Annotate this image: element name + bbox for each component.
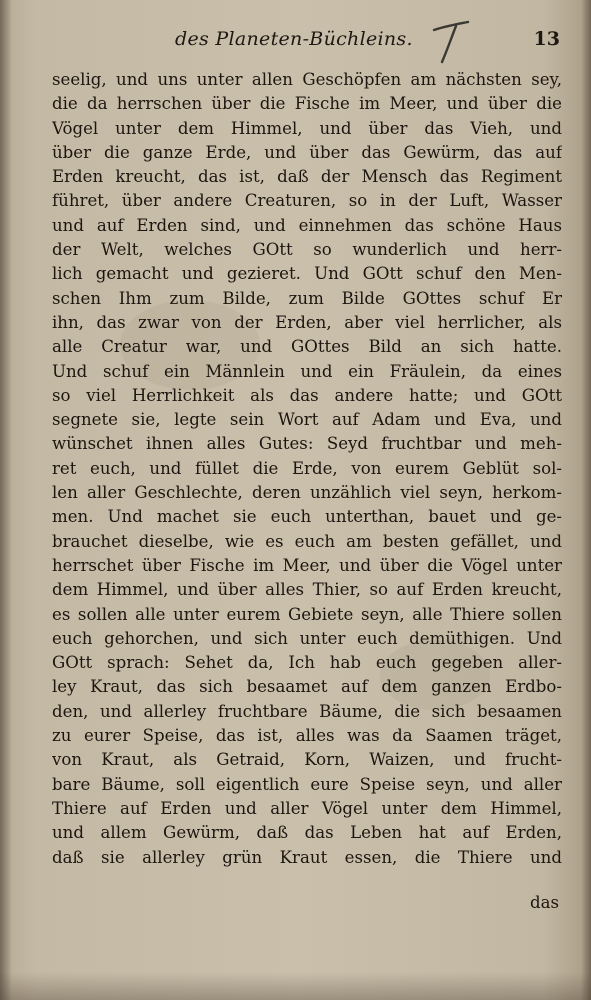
text-line: seelig, und uns unter allen Geschöpfen am nächsten sey, — [52, 70, 562, 89]
catchword: das — [529, 893, 559, 912]
body-text — [52, 68, 562, 870]
text-line: zu eurer Speise, das ist, alles was da Saamen träget, — [52, 726, 562, 746]
text-line: und auf Erden sind, und einnehmen das schöne Haus — [52, 215, 562, 235]
text-line: men. Und machet sie euch unterthan, bauet und ge- — [52, 507, 562, 527]
text-line: bare Bäume, soll eigentlich eure Speise seyn, und aller — [52, 774, 562, 794]
text-line: Vögel unter dem Himmel, und über das Vieh, und — [52, 118, 562, 138]
text-line: segnete sie, legte sein Wort auf Adam und Eva, und — [52, 410, 562, 430]
text-line: brauchet dieselbe, wie es euch am besten gefället, und — [52, 531, 562, 551]
pencil-mark-icon — [428, 16, 474, 64]
page-number: 13 — [533, 28, 560, 50]
text-line: den, und allerley fruchtbare Bäume, die sich besaamen — [52, 701, 562, 721]
text-line: len aller Geschlechte, deren unzählich viel seyn, herkom- — [52, 483, 562, 503]
text-line: dem Himmel, und über alles Thier, so auf Erden kreucht, — [52, 580, 562, 600]
text-line: GOtt sprach: Sehet da, Ich hab euch gegeben aller- — [52, 653, 562, 673]
text-line: führet, über andere Creaturen, so in der Luft, Wasser — [52, 191, 562, 211]
page-edge-shadow — [581, 0, 591, 1000]
page-bottom-shadow — [0, 972, 591, 1000]
text-line: von Kraut, als Getraid, Korn, Waizen, und frucht- — [52, 750, 562, 770]
text-line: der Welt, welches GOtt so wunderlich und herr- — [52, 240, 562, 260]
text-line: daß sie allerley grün Kraut essen, die Thiere und — [52, 847, 562, 867]
text-line: es sollen alle unter eurem Gebiete seyn, alle Thiere sollen — [52, 604, 562, 624]
text-line: Thiere auf Erden und aller Vögel unter dem Himmel, — [52, 798, 562, 818]
text-line: alle Creatur war, und GOttes Bild an sich hatte. — [52, 337, 562, 357]
page-header — [40, 22, 560, 62]
text-line: euch gehorchen, und sich unter euch demüthigen. Und — [52, 628, 562, 648]
text-line: schen Ihm zum Bilde, zum Bilde GOttes schuf Er — [52, 288, 562, 308]
text-line: so viel Herrlichkeit als das andere hatte; und GOtt — [52, 385, 562, 405]
text-line: ley Kraut, das sich besaamet auf dem ganzen Erdbo- — [52, 677, 562, 697]
text-line: herrschet über Fische im Meer, und über die Vögel unter — [52, 555, 562, 575]
text-line: Und schuf ein Männlein und ein Fräulein, da eines — [52, 361, 562, 381]
text-line: lich gemacht und gezieret. Und GOtt schuf den Men- — [52, 264, 562, 284]
text-line: wünschet ihnen alles Gutes: Seyd fruchtbar und meh- — [52, 434, 562, 454]
text-line: ret euch, und füllet die Erde, von eurem Geblüt sol- — [52, 458, 562, 478]
text-line: ihn, das zwar von der Erden, aber viel herrlicher, als — [52, 312, 562, 332]
page-gutter-shadow — [0, 0, 12, 1000]
running-head: des Planeten-Büchleins. — [175, 28, 413, 50]
text-line: und allem Gewürm, daß das Leben hat auf Erden, — [52, 823, 562, 843]
text-line: Erden kreucht, das ist, daß der Mensch das Regiment — [52, 167, 562, 187]
text-line: die da herrschen über die Fische im Meer, und über die — [52, 94, 562, 114]
text-line: über die ganze Erde, und über das Gewürm, das auf — [52, 142, 562, 162]
